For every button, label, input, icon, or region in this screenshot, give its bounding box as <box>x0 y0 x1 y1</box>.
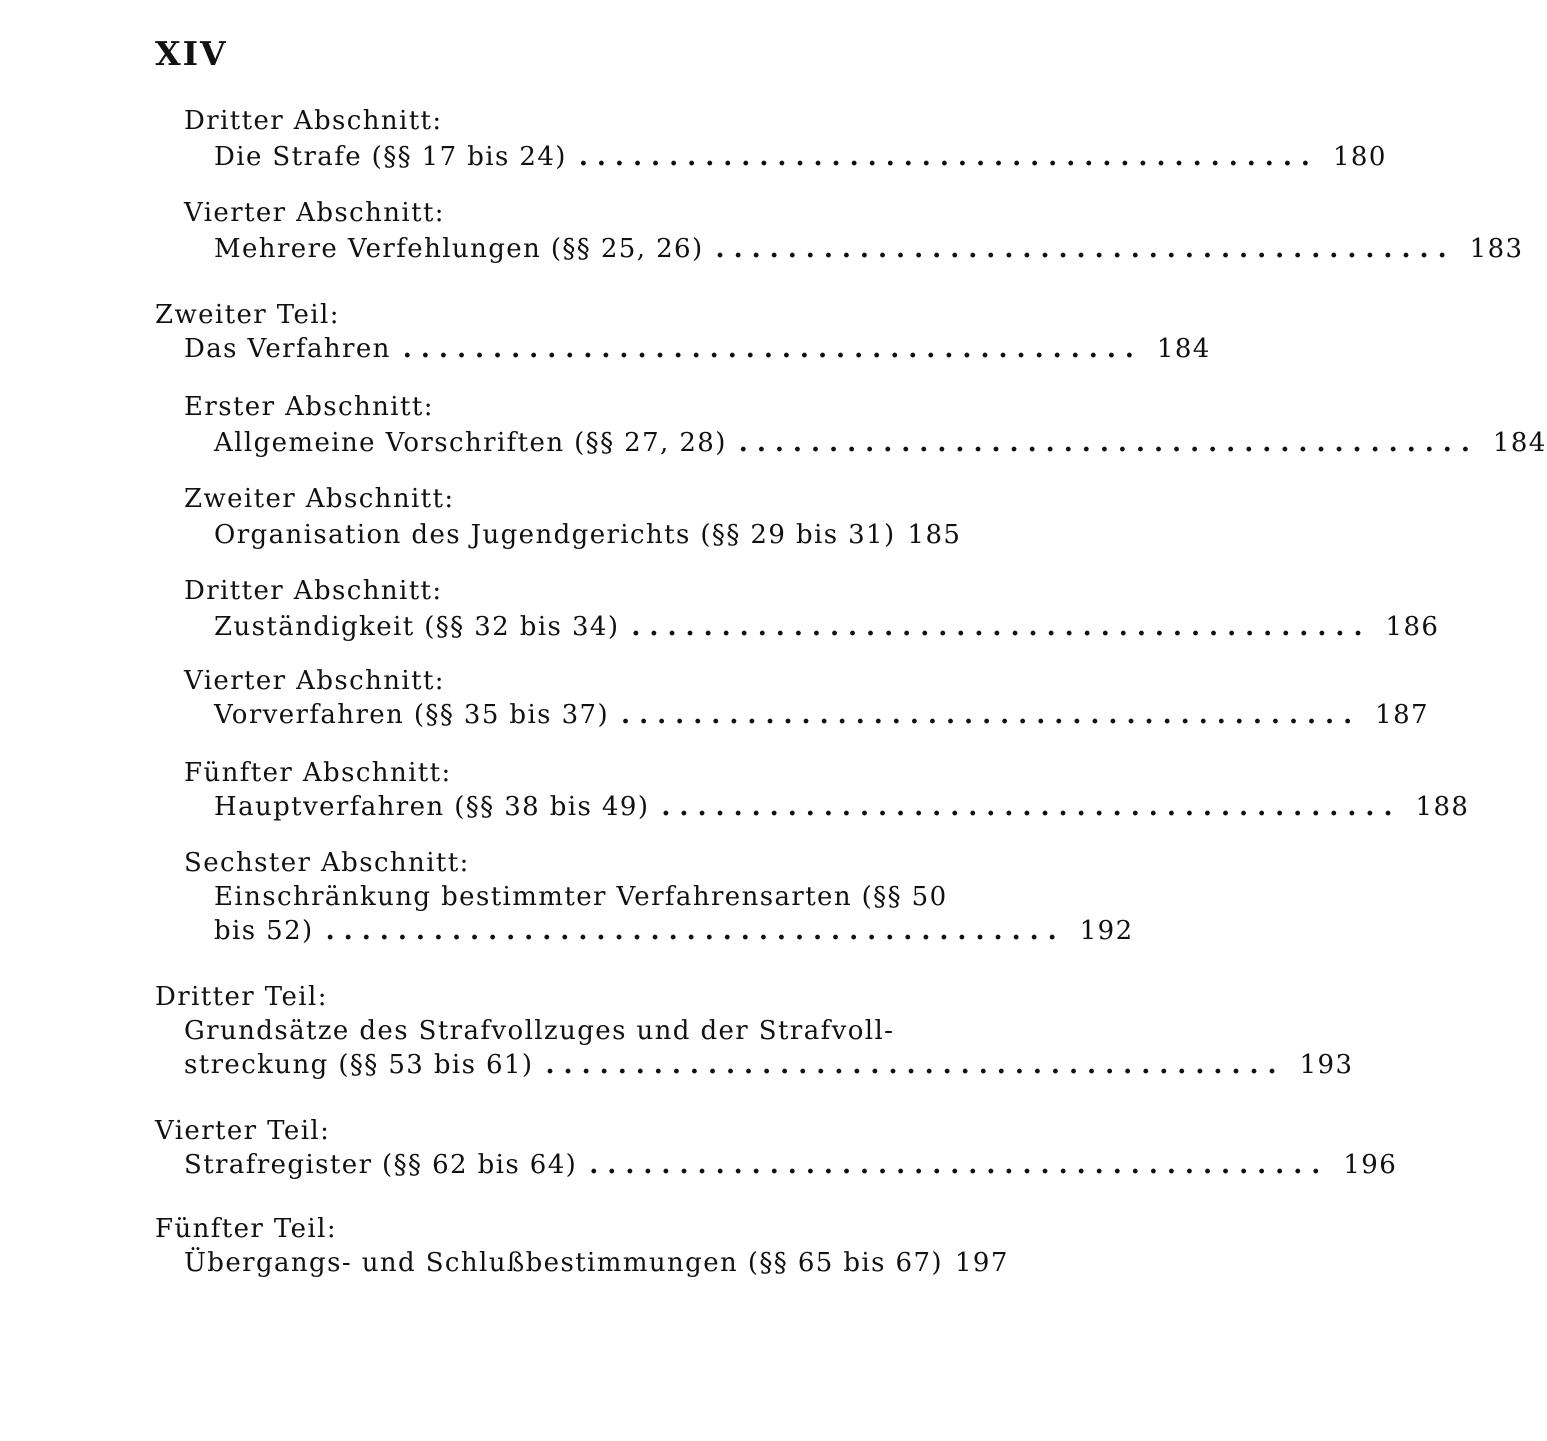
toc-entry-title: Das Verfahren <box>184 334 391 364</box>
toc-part-heading: Vierter Teil: <box>155 1116 331 1146</box>
toc-entry-page: 187 <box>1375 700 1429 730</box>
toc-entry-title: Einschränkung bestimmter Verfahrensarten (§§ 50 <box>214 882 948 912</box>
toc-entry <box>214 610 1440 644</box>
toc-entry-page: 188 <box>1415 792 1470 822</box>
toc-entry-page: 184 <box>1492 428 1547 458</box>
toc-entry-title: Organisation des Jugendgerichts (§§ 29 bis 31) <box>214 520 896 550</box>
toc-entry <box>214 426 1547 460</box>
leader-dots: ......................................... <box>738 428 1479 458</box>
toc-part-heading: Dritter Teil: <box>155 982 328 1012</box>
toc-part-heading: Fünfter Teil: <box>155 1214 337 1244</box>
toc-entry <box>214 232 1524 266</box>
toc-entry-title: bis 52) <box>214 916 314 946</box>
toc-heading: Zweiter Abschnitt: <box>184 484 455 514</box>
toc-entry-title: Grundsätze des Strafvollzuges und der Strafvoll- <box>184 1016 895 1046</box>
toc-entry-title: Übergangs- und Schlußbestimmungen (§§ 65 bis 67) <box>184 1248 943 1278</box>
toc-entry-page: 196 <box>1343 1150 1398 1180</box>
toc-entry <box>184 1148 1398 1182</box>
toc-entry <box>214 914 1134 948</box>
toc-heading: Fünfter Abschnitt: <box>184 758 452 788</box>
leader-dots: ......................................... <box>578 142 1319 172</box>
toc-entry-page: 185 <box>907 520 962 550</box>
leader-dots: ......................................... <box>325 916 1066 946</box>
leader-dots: ......................................... <box>631 612 1372 642</box>
toc-entry-page: 184 <box>1156 334 1211 364</box>
toc-entry-continued <box>184 1014 934 1048</box>
leader-dots: ......................................... <box>402 334 1143 364</box>
toc-entry-page: 193 <box>1299 1050 1354 1080</box>
leader-dots: ......................................... <box>715 234 1456 264</box>
leader-dots: ......................................... <box>589 1150 1330 1180</box>
toc-entry-title: Mehrere Verfehlungen (§§ 25, 26) <box>214 234 704 264</box>
toc-entry-title: Hauptverfahren (§§ 38 bis 49) <box>214 792 650 822</box>
toc-entry-title: Die Strafe (§§ 17 bis 24) <box>214 142 567 172</box>
toc-entry-page: 186 <box>1385 612 1440 642</box>
toc-entry-page: 183 <box>1469 234 1524 264</box>
toc-part-heading: Zweiter Teil: <box>155 300 340 330</box>
toc-entry-title: Strafregister (§§ 62 bis 64) <box>184 1150 578 1180</box>
leader-dots: ......................................... <box>621 700 1362 730</box>
toc-entry <box>214 518 962 552</box>
leader-dots: ......................................... <box>545 1050 1286 1080</box>
toc-entry-title: Vorverfahren (§§ 35 bis 37) <box>214 700 610 730</box>
toc-heading: Dritter Abschnitt: <box>184 576 443 606</box>
toc-heading: Vierter Abschnitt: <box>184 666 445 696</box>
toc-entry <box>184 332 1211 366</box>
toc-entry-continued <box>214 880 948 914</box>
toc-heading: Dritter Abschnitt: <box>184 106 443 136</box>
toc-entry <box>214 790 1470 824</box>
leader-dots: ......................................... <box>661 792 1402 822</box>
toc-entry <box>184 1048 1354 1082</box>
toc-entry <box>184 1246 1009 1280</box>
toc-entry-title: Zuständigkeit (§§ 32 bis 34) <box>214 612 620 642</box>
toc-entry-page: 192 <box>1079 916 1134 946</box>
page-number: XIV <box>155 34 228 73</box>
toc-heading: Vierter Abschnitt: <box>184 198 445 228</box>
toc-entry-title: Allgemeine Vorschriften (§§ 27, 28) <box>214 428 727 458</box>
toc-entry-title: streckung (§§ 53 bis 61) <box>184 1050 534 1080</box>
toc-entry <box>214 140 1387 174</box>
toc-entry <box>214 698 1429 732</box>
toc-entry-page: 180 <box>1332 142 1387 172</box>
toc-heading: Erster Abschnitt: <box>184 392 434 422</box>
toc-heading: Sechster Abschnitt: <box>184 848 470 878</box>
toc-entry-page: 197 <box>954 1248 1009 1278</box>
